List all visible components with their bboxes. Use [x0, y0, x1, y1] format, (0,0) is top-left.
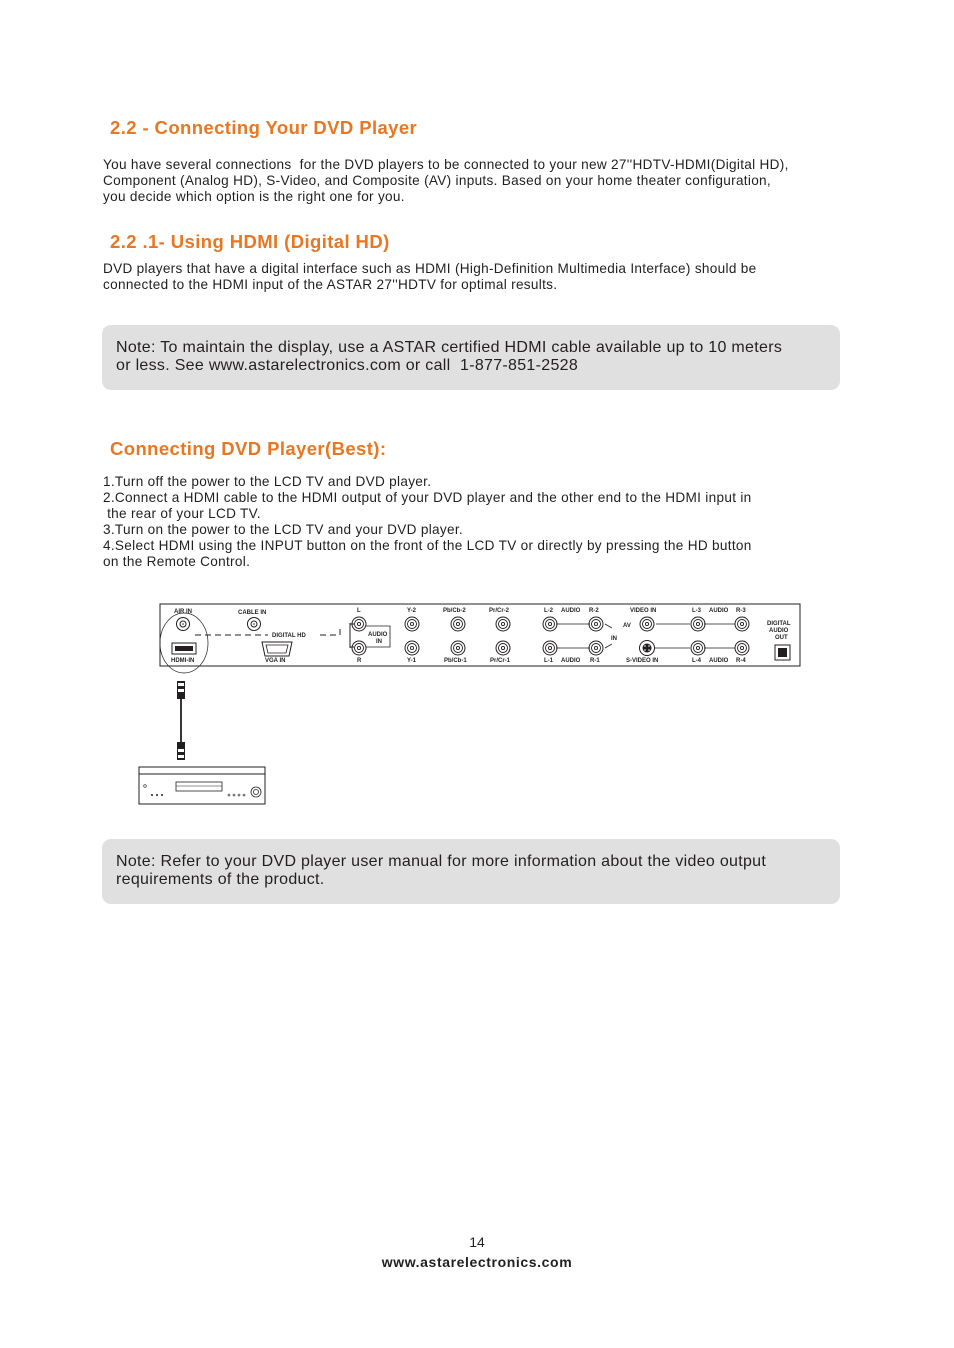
intro-paragraph — [103, 157, 789, 205]
steps-list — [103, 474, 752, 570]
note-line: Note: To maintain the display, use a ASTAR certified HDMI cable available up to 10 meters — [116, 339, 783, 356]
audio-l-label: L — [357, 608, 361, 614]
l3-label: L-3 — [692, 608, 701, 614]
footer-website: www.astarelectronics.com — [381, 1254, 573, 1270]
step-line: on the Remote Control. — [103, 554, 251, 569]
y1-label: Y-1 — [407, 658, 417, 664]
note-box-user-manual — [102, 839, 840, 904]
note-line: or less. See www.astarelectronics.com or call 1-877-851-2528 — [116, 357, 579, 374]
av-label: AV — [623, 623, 631, 629]
hdmi-paragraph — [103, 261, 756, 293]
l1-label: L-1 — [544, 658, 553, 664]
step-line: 3.Turn on the power to the LCD TV and your DVD player. — [103, 522, 463, 537]
step-line: the rear of your LCD TV. — [103, 506, 261, 521]
text-line: DVD players that have a digital interface such as HDMI (High-Definition Multimedia Interface) should be — [103, 261, 757, 276]
audio-4-label: AUDIO — [709, 658, 729, 664]
hdmi-cable — [177, 681, 185, 760]
page-number: 14 — [469, 1234, 485, 1250]
digital-audio-label: AUDIO — [769, 628, 789, 634]
audio-in-label: IN — [376, 639, 382, 645]
r4-label: R-4 — [736, 658, 746, 664]
pb2-label: Pb/Cb-2 — [443, 608, 466, 614]
connection-diagram — [0, 595, 954, 810]
audio-3-label: AUDIO — [709, 608, 729, 614]
step-line: 2.Connect a HDMI cable to the HDMI output of your DVD player and the other end to the HDMI input in — [103, 490, 752, 505]
l4-label: L-4 — [692, 658, 701, 664]
text-line: you decide which option is the right one for you. — [103, 189, 405, 204]
audio-1-label: AUDIO — [561, 658, 581, 664]
audio-r-label: R — [357, 658, 362, 664]
svideo-in-label: S-VIDEO IN — [626, 658, 659, 664]
air-in-label: AIR IN — [174, 609, 192, 615]
pr2-label: Pr/Cr-2 — [489, 608, 510, 614]
text-line: connected to the HDMI input of the ASTAR 27''HDTV for optimal results. — [103, 277, 558, 292]
section-heading-best: Connecting DVD Player(Best): — [110, 438, 387, 459]
y2-label: Y-2 — [407, 608, 417, 614]
cable-in-label: CABLE IN — [238, 610, 267, 616]
video-in-label: VIDEO IN — [630, 608, 657, 614]
text-line: Component (Analog HD), S-Video, and Composite (AV) inputs. Based on your home theater configuration, — [103, 173, 771, 188]
text-line: You have several connections for the DVD players to be connected to your new 27''HDTV-HDMI(Digital HD), — [103, 157, 789, 172]
dvd-player-illustration — [139, 767, 265, 804]
note-box-hdmi-cable — [102, 325, 840, 390]
av-in-label: IN — [611, 636, 617, 642]
section-heading-using-hdmi: 2.2 .1- Using HDMI (Digital HD) — [110, 231, 390, 252]
hdmi-in-label: HDMI-IN — [171, 658, 195, 664]
digital-label: DIGITAL — [767, 621, 791, 627]
pb1-label: Pb/Cb-1 — [444, 658, 467, 664]
note-line: Note: Refer to your DVD player user manual for more information about the video output — [116, 853, 767, 870]
r2-label: R-2 — [589, 608, 599, 614]
l2-label: L-2 — [544, 608, 553, 614]
r1-label: R-1 — [590, 658, 600, 664]
audio-2-label: AUDIO — [561, 608, 581, 614]
vga-in-label: VGA IN — [265, 658, 286, 664]
step-line: 1.Turn off the power to the LCD TV and DVD player. — [103, 474, 432, 489]
digital-hd-label: DIGITAL HD — [272, 633, 306, 639]
step-line: 4.Select HDMI using the INPUT button on the front of the LCD TV or directly by pressing the HD button — [103, 538, 752, 553]
audio-label: AUDIO — [368, 632, 388, 638]
digital-out-label: OUT — [775, 635, 788, 641]
r3-label: R-3 — [736, 608, 746, 614]
pr1-label: Pr/Cr-1 — [490, 658, 511, 664]
section-heading-connecting-dvd: 2.2 - Connecting Your DVD Player — [110, 117, 418, 138]
note-line: requirements of the product. — [116, 871, 325, 888]
